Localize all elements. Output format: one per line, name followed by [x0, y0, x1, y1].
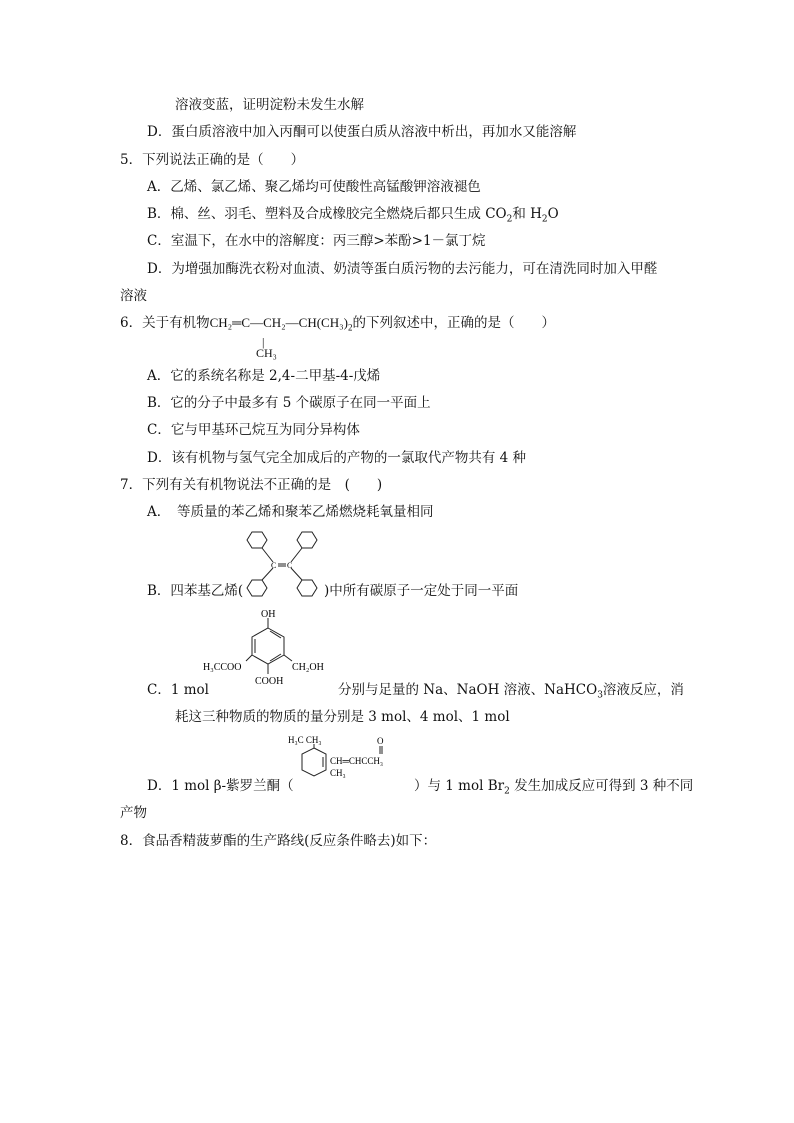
q6-formula: $CH_2═C—CH_2—CH(CH_3)_2$ — [209, 315, 353, 333]
q5-option-d-line1: D．为增强加酶洗衣粉对血渍、奶渍等蛋白质污物的去污能力，可在清洗同时加入甲醛 — [147, 261, 658, 277]
q4-option-d: D．蛋白质溶液中加入丙酮可以使蛋白质从溶液中析出，再加水又能溶解 — [147, 124, 577, 140]
q6-option-c: C．它与甲基环己烷互为同分异构体 — [147, 422, 360, 438]
q6-option-b: B．它的分子中最多有 5 个碳原子在同一平面上 — [147, 395, 431, 411]
q7-option-c-line2: 耗这三种物质的物质的量分别是 3 mol、4 mol、1 mol — [175, 709, 510, 725]
q6-formula-branch-bond: | — [262, 335, 265, 349]
struct-acetoxy-label: H₃CCOO — [203, 662, 242, 673]
struct-carbon-left: C — [271, 561, 277, 570]
struct-oh-label: OH — [261, 609, 276, 620]
q7-stem: 7．下列有关有机物说法不正确的是 ( ) — [120, 477, 383, 493]
q7-option-b-pre: B．四苯基乙烯( — [147, 583, 244, 599]
q7-option-b-post: )中所有碳原子一定处于同一平面 — [324, 583, 519, 599]
beta-ionone-structure — [278, 732, 418, 792]
q7-option-c-pre: C．1 mol — [147, 682, 209, 698]
q5-stem: 5．下列说法正确的是（ ） — [120, 152, 305, 168]
q5-option-a: A．乙烯、氯乙烯、聚乙烯均可使酸性高锰酸钾溶液褪色 — [147, 179, 481, 195]
q7-option-c-post: 分别与足量的 Na、NaOH 溶液、NaHCO$_3$溶液反应，消 — [338, 682, 684, 701]
struct-cooh-label: COOH — [255, 676, 284, 687]
q7-option-d-pre: D．1 mol β-紫罗兰酮（ — [147, 778, 294, 794]
q5-option-d-line2: 溶液 — [120, 288, 147, 304]
struct-gem-dimethyl-label: H₃C CH₃ — [288, 735, 322, 745]
q7-option-d-post: ）与 1 mol $Br_2$ 发生加成反应可得到 3 种不同 — [414, 778, 694, 797]
q7-option-a: A． 等质量的苯乙烯和聚苯乙烯燃烧耗氧量相同 — [147, 504, 434, 520]
struct-side-chain-label: CH═CHCCH₃ — [330, 756, 384, 766]
struct-carbon-right: C — [287, 561, 293, 570]
substituted-phenol-structure — [200, 606, 340, 696]
q6-option-a: A．它的系统名称是 2,4-二甲基-4-戊烯 — [147, 368, 381, 384]
q5-option-c: C．室温下，在水中的溶解度：丙三醇>苯酚>1－氯丁烷 — [147, 233, 486, 249]
q6-option-d: D．该有机物与氢气完全加成后的产物的一氯取代产物共有 4 种 — [147, 450, 526, 466]
struct-ring-methyl-label: CH₃ — [330, 768, 346, 778]
struct-ch2oh-label: CH₂OH — [292, 662, 324, 673]
q4-option-c-tail: 溶液变蓝，证明淀粉未发生水解 — [175, 97, 364, 113]
q7-option-d-line2: 产物 — [120, 805, 147, 821]
tetraphenylethylene-structure — [240, 528, 324, 604]
q6-formula-branch: CH₃ — [256, 346, 277, 360]
struct-carbonyl-o-label: O — [377, 736, 384, 746]
q5-option-b: B．棉、丝、羽毛、塑料及合成橡胶完全燃烧后都只生成 $CO_2$和 $H_2O$ — [147, 206, 559, 225]
q6-stem: 6．关于有机物$CH_2═C—CH_2—CH(CH_3)_2$的下列叙述中，正确的是（ ） — [120, 315, 555, 333]
q8-stem: 8．食品香精菠萝酯的生产路线(反应条件略去)如下： — [120, 833, 437, 849]
